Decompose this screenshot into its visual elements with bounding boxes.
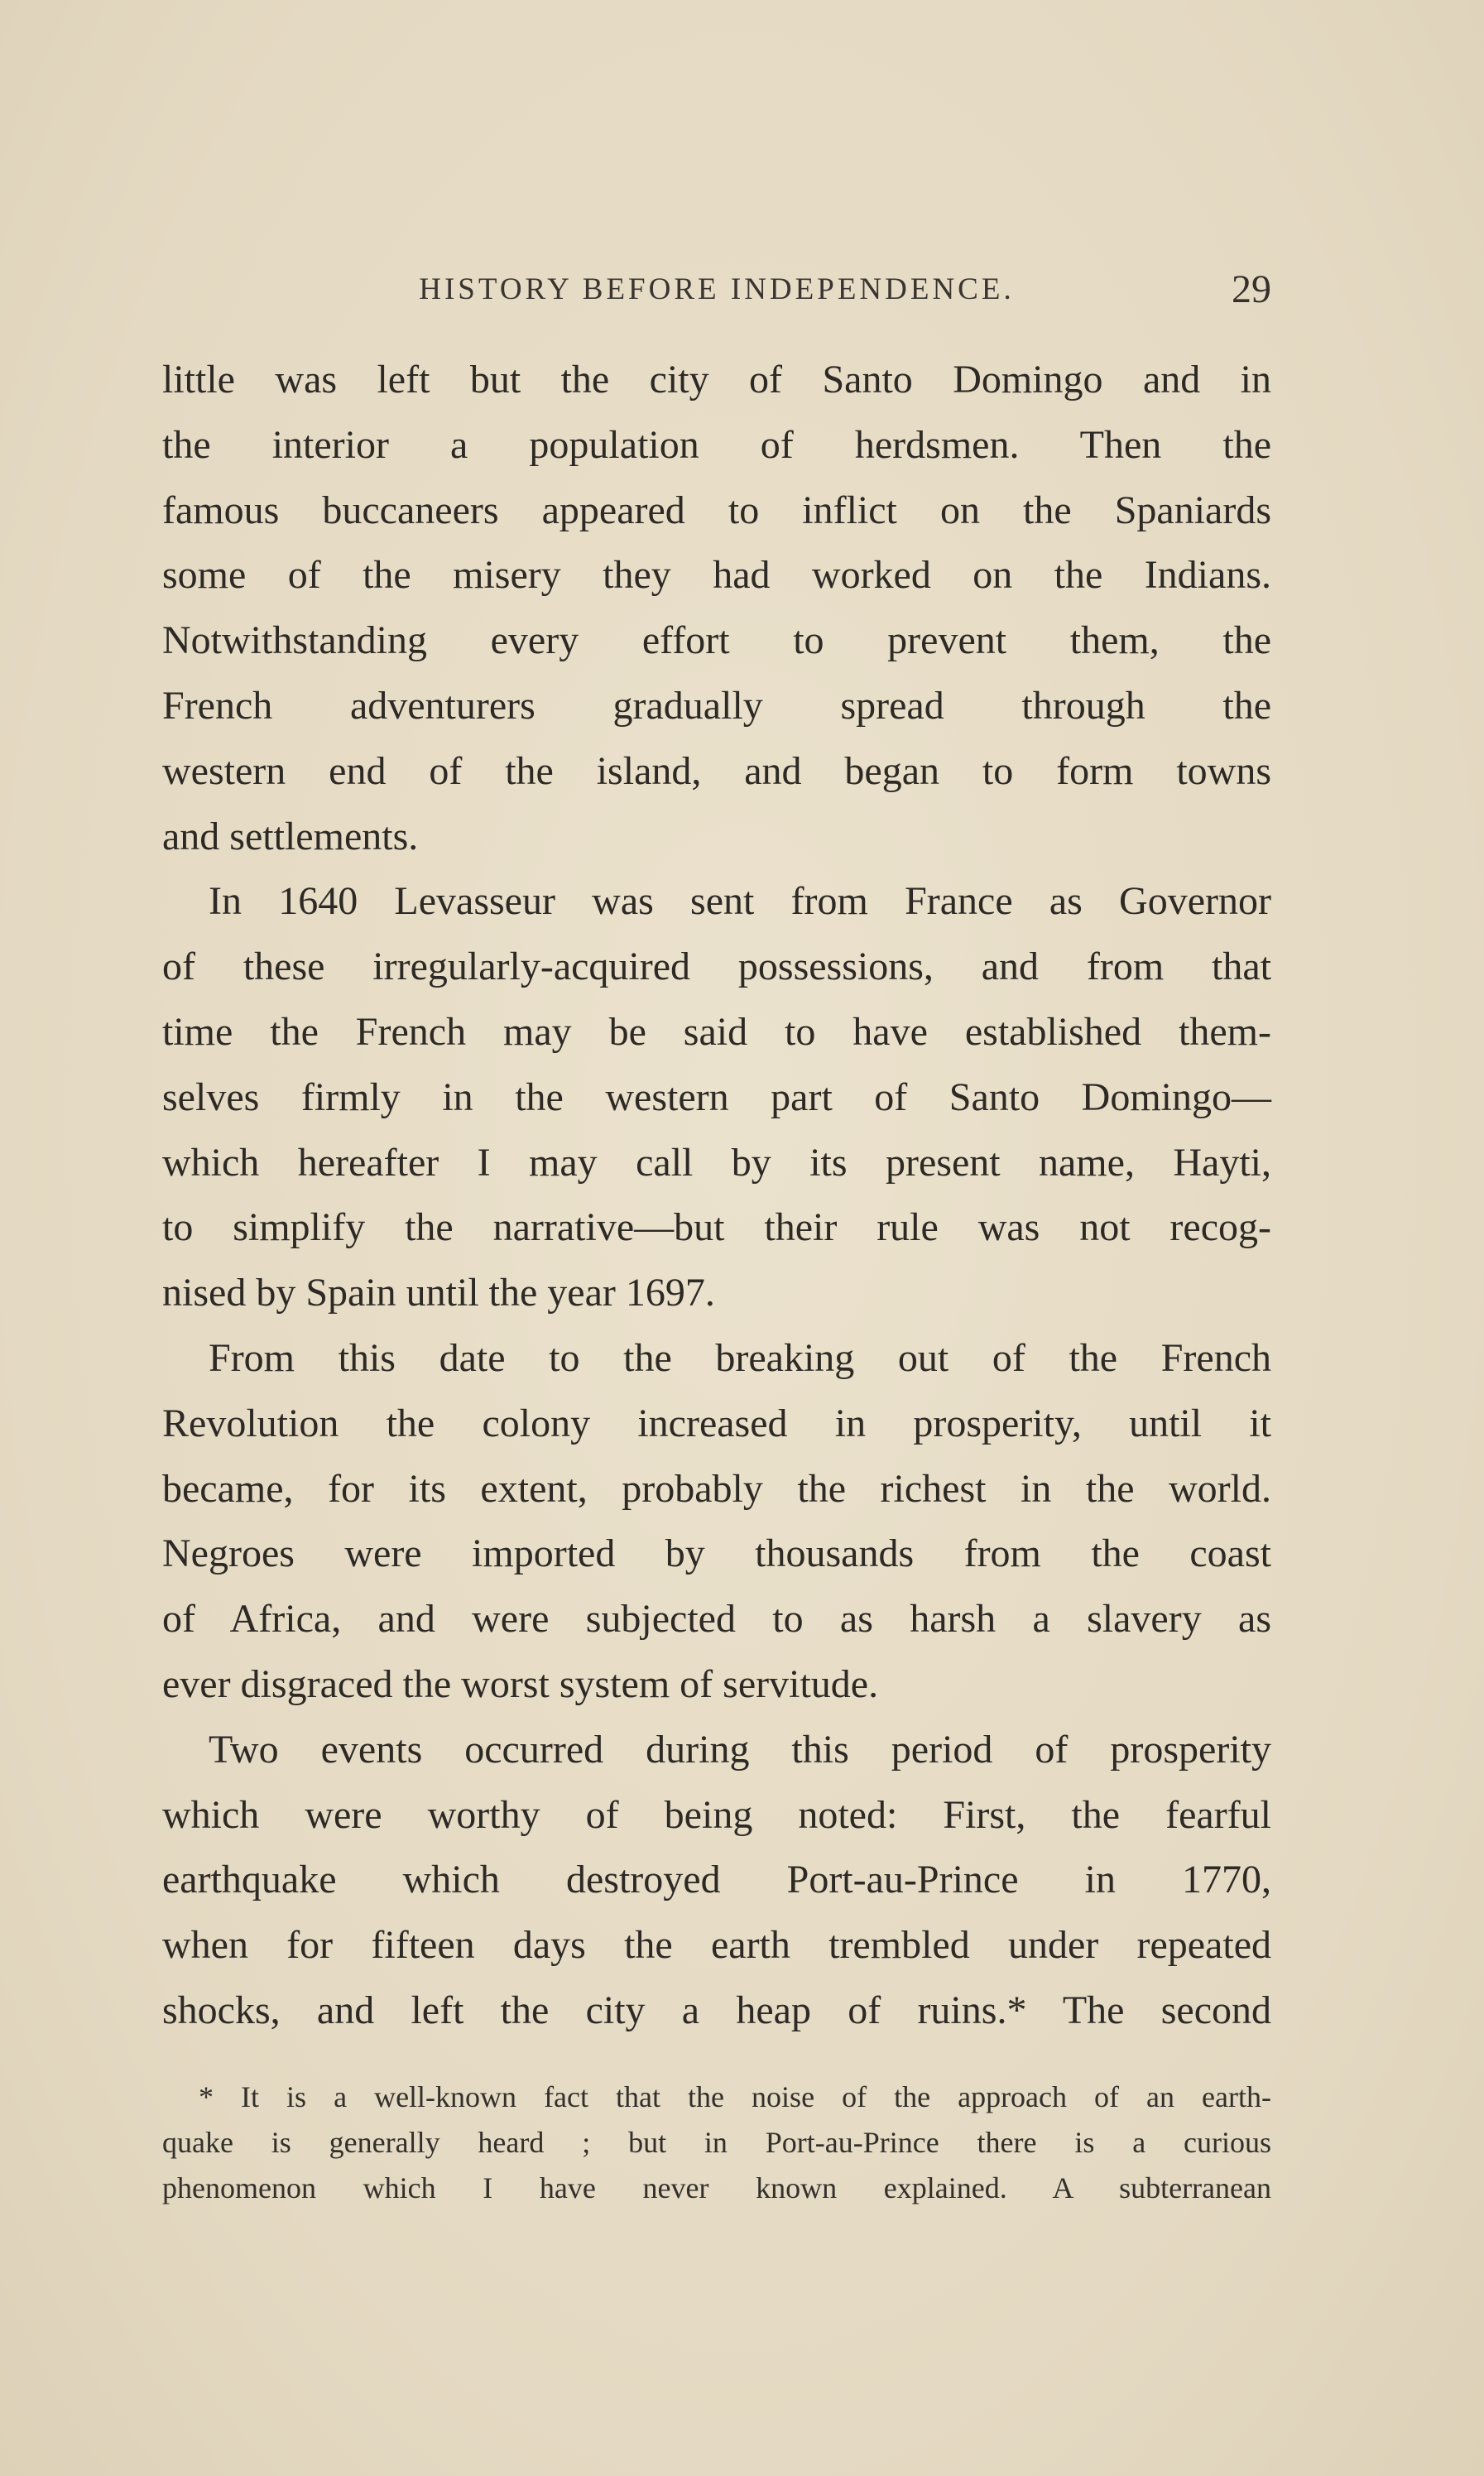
text-line: the interior a population of herdsmen. Then the [162, 422, 1271, 467]
footnote [162, 2075, 1271, 2211]
text-line: selves firmly in the western part of Santo Domingo— [162, 1075, 1271, 1119]
page-number: 29 [1232, 267, 1271, 311]
text-line: little was left but the city of Santo Domingo and in [162, 358, 1271, 401]
footnote-line: * It is a well-known fact that the noise of the approach of an earth- [199, 2080, 1271, 2113]
text-line: when for fifteen days the earth trembled under repeated [162, 1923, 1271, 1968]
text-line: to simplify the narrative—but their rule was not recog- [162, 1205, 1271, 1250]
footnote-line: phenomenon which I have never known explained. A subterranean [162, 2171, 1271, 2204]
text-line: of these irregularly-acquired possessions, and from that [162, 945, 1271, 989]
text-line: famous buccaneers appeared to inflict on the Spaniards [162, 488, 1271, 532]
running-title: HISTORY BEFORE INDEPENDENCE. [419, 272, 1015, 306]
text-line: Revolution the colony increased in prosperity, until it [162, 1401, 1271, 1445]
body-text [162, 348, 1271, 2044]
text-line: shocks, and left the city a heap of ruins.* The second [162, 1988, 1271, 2032]
text-line: Negroes were imported by thousands from the coast [162, 1531, 1271, 1576]
text-line: earthquake which destroyed Port-au-Prince in 1770, [162, 1858, 1271, 1902]
text-line: French adventurers gradually spread through the [162, 683, 1271, 728]
text-line: of Africa, and were subjected to as harsh a slavery as [162, 1597, 1271, 1642]
text-line: some of the misery they had worked on the Indians. [162, 553, 1271, 598]
text-line: ever disgraced the worst system of servitude. [162, 1661, 879, 1706]
paragraph-first-line: In 1640 Levasseur was sent from France as Governor [209, 879, 1271, 924]
page-header [162, 263, 1271, 316]
footnote-line: quake is generally heard ; but in Port-au-Prince there is a curious [162, 2126, 1271, 2159]
text-line: Notwithstanding every effort to prevent them, the [162, 618, 1271, 663]
text-line: time the French may be said to have established them- [162, 1009, 1271, 1054]
text-line: became, for its extent, probably the richest in the world. [162, 1466, 1271, 1511]
text-line: which were worthy of being noted: First, the fearful [162, 1792, 1271, 1837]
text-line: western end of the island, and began to form towns [162, 748, 1271, 793]
paragraph-first-line: From this date to the breaking out of the French [209, 1335, 1271, 1380]
text-line: which hereafter I may call by its present name, Hayti, [162, 1140, 1271, 1185]
paragraph-first-line: Two events occurred during this period of prosperity [209, 1727, 1271, 1772]
text-line: and settlements. [162, 814, 419, 858]
text-line: nised by Spain until the year 1697. [162, 1271, 715, 1315]
